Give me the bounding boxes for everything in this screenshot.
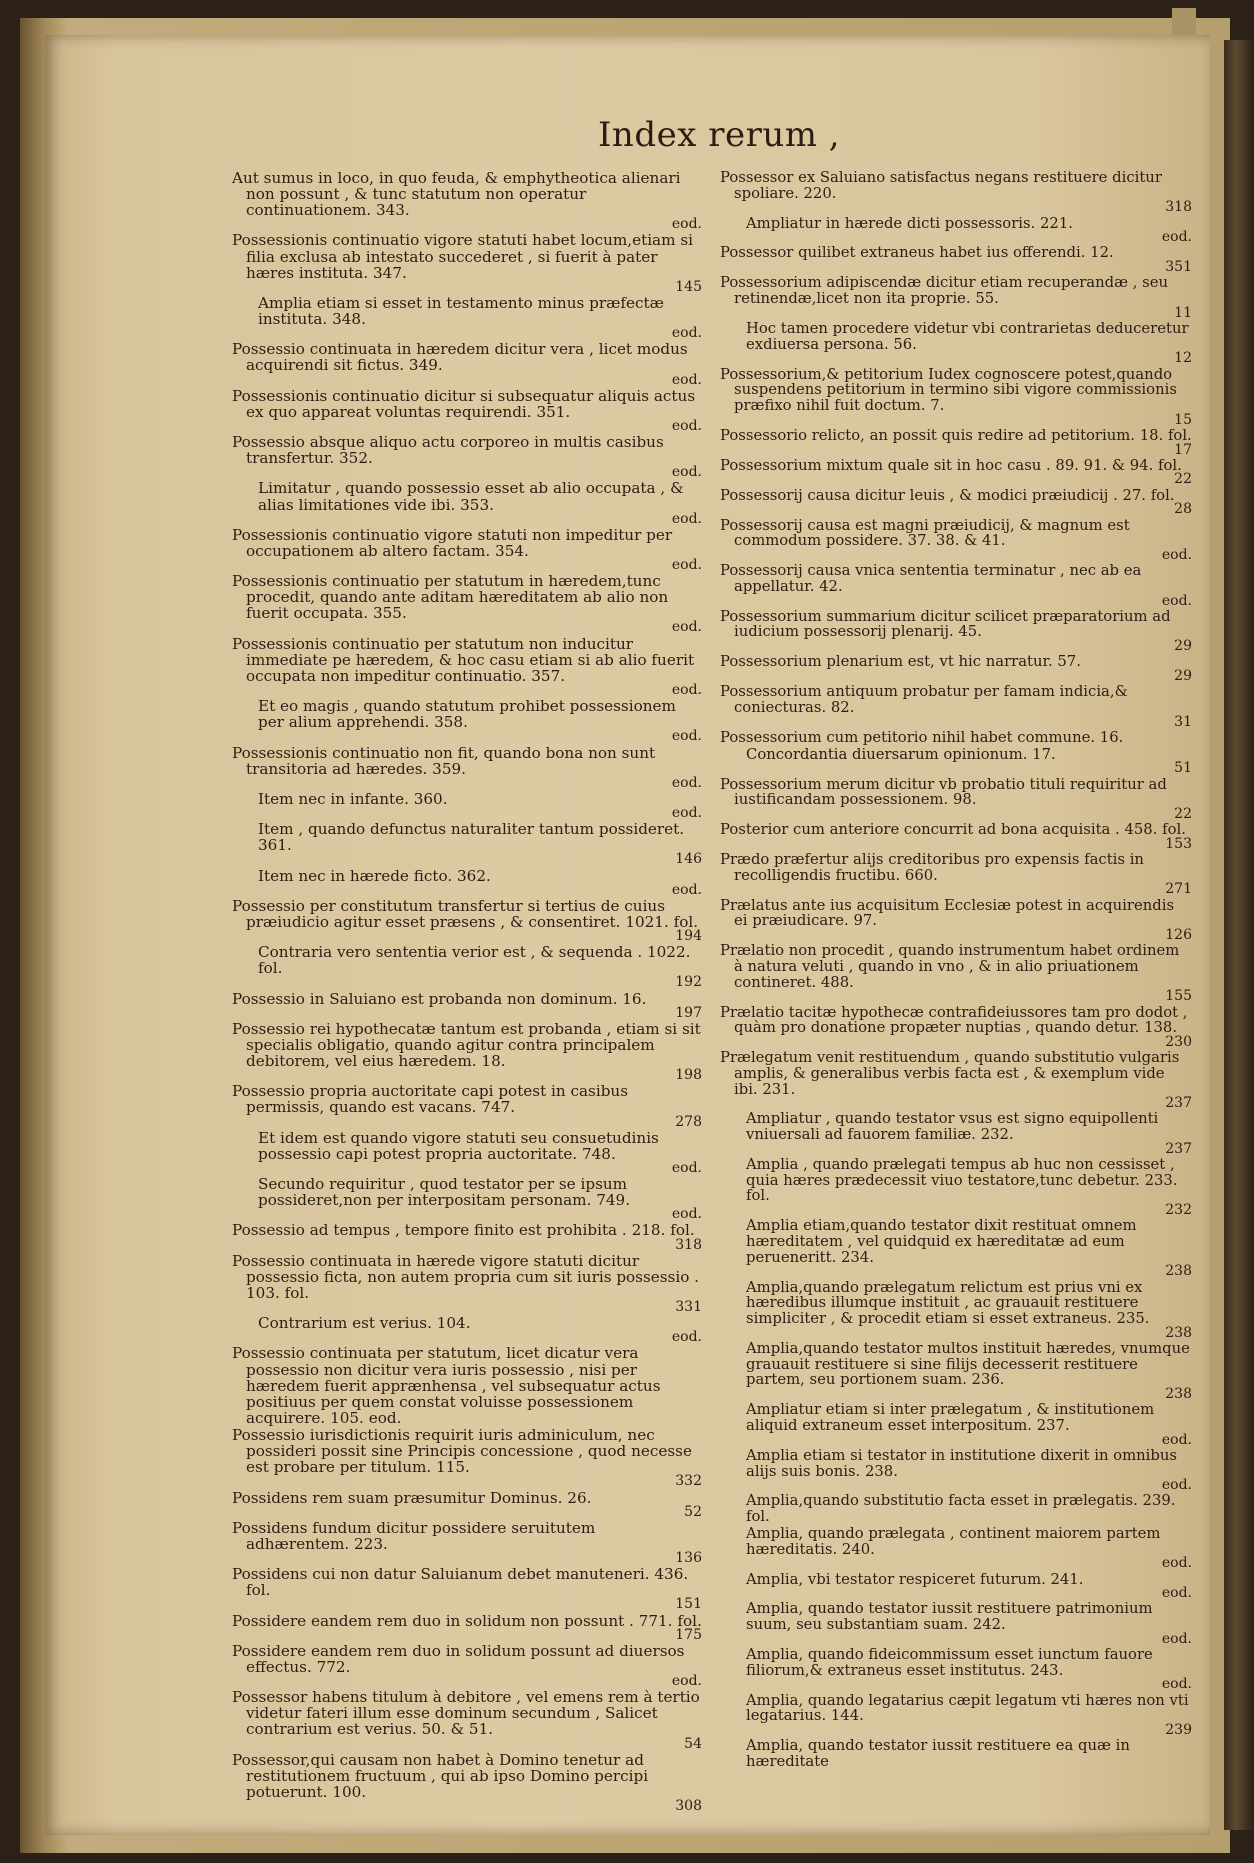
index-entry [232,1253,702,1314]
index-entry [746,1493,1192,1524]
entry-page-ref: 238 [1165,1324,1192,1341]
entry-text: Possessio continuata per statutum, licet dicatur vera possessio non dicitur vera iuris possessio , nisi per hæredem fuerit apprænhensa , vel subsequatur actus positiuus per quem constat voluisse possessionem acquirere. 105. eod. [232,1344,661,1427]
entry-page-ref: 51 [1174,760,1192,777]
entry-text: Contraria vero sententia verior est , & sequenda . 1022. fol. [258,943,691,978]
entry-page-ref: eod. [671,681,702,698]
entry-text: Possessor,qui causam non habet à Domino tenetur ad restitutionem fructuum , qui ab ipso Domino percipi potuerunt. 100. [232,1750,649,1801]
entry-text: Prælatio non procedit , quando instrumentum habet ordinem à natura veluti , quando in vno , & in alio priuationem contineret. 488. [720,942,1180,991]
entry-page-ref: eod. [1161,592,1192,609]
index-entry [720,777,1192,821]
entry-page-ref: eod. [671,510,702,527]
index-entry [720,245,1192,274]
entry-text: Item , quando defunctus naturaliter tantum possideret. 361. [258,820,685,855]
entry-page-ref: 175 [675,1626,702,1643]
entry-text: Possessorium cum petitorio nihil habet commune. 16. [720,728,1124,746]
entry-page-ref: 145 [675,278,702,295]
index-entry [720,563,1192,607]
entry-text: Possessio in Saluiano est probanda non dominum. 16. [232,989,647,1008]
entry-text: Possessorium mixtum quale sit in hoc casu . 89. 91. & 94. fol. [720,456,1182,474]
index-entry [746,1111,1192,1155]
index-entry [720,428,1192,457]
entry-text: Possessio per constitutum transfertur si tertius de cuius præiudicio agitur esset præsens , & consentiret. 1021. fol. [232,896,699,931]
index-entry [720,367,1192,427]
entry-page-ref: eod. [671,881,702,898]
index-entry [232,341,702,386]
entry-text: Possessionis continuatio dicitur si subsequatur aliquis actus ex quo appareat voluntas requirendi. 351. [232,386,696,421]
index-entry [232,434,702,479]
entry-page-ref: eod. [1161,1555,1192,1572]
page-title: Index rerum , [598,115,841,155]
index-entry [720,898,1192,942]
entry-text: Possessionis continuatio non fit, quando bona non sunt transitoria ad hæredes. 359. [232,743,656,778]
index-entry [258,868,702,897]
index-entry [258,821,702,866]
entry-text: Possessor ex Saluiano satisfactus negans restituere dicitur spoliare. 220. [720,169,1162,202]
entry-text: Possessionis continuatio vigore statuti habet locum,etiam si filia exclusa ab intestato succederet , si fuerit à pater hæres instituta. 347. [232,231,693,282]
entry-text: Possidere eandem rem duo in solidum possunt ad diuersos effectus. 772. [232,1641,685,1676]
index-entry [258,1176,702,1221]
entry-page-ref: eod. [1161,229,1192,246]
entry-page-ref: eod. [671,1206,702,1223]
entry-page-ref: 332 [675,1473,702,1490]
index-entry [720,275,1192,319]
entry-text: Secundo requiritur , quod testator per se ipsum possideret,non per interpositam personam. 749. [258,1175,631,1210]
index-entry [720,822,1192,851]
index-entry [746,1647,1192,1691]
entry-text: Et idem est quando vigore statuti seu consuetudinis possessio capi potest propria auctoritate. 748. [258,1128,659,1163]
entry-text: Possessorium summarium dicitur scilicet præparatorium ad iudicium possessorij plenarij. 45. [720,607,1171,641]
entry-page-ref: eod. [1161,1431,1192,1448]
entry-text: Hoc tamen procedere videtur vbi contrarietas deduceretur exdiuersa persona. 56. [746,319,1189,353]
entry-text: Limitatur , quando possessio esset ab alio occupata , & alias limitationes vide ibi. 353. [258,479,684,514]
entry-page-ref: eod. [671,325,702,342]
entry-text: Possessorium adipiscendæ dicitur etiam recuperandæ , seu retinendæ,licet non ita proprie. 55. [720,274,1168,308]
index-entry [232,1083,702,1128]
index-entry [258,295,702,340]
index-entry [720,1050,1192,1110]
entry-page-ref: 318 [1165,199,1192,216]
entry-page-ref: eod. [671,619,702,636]
index-entry [746,747,1192,776]
index-entry [720,458,1192,487]
entry-page-ref: 155 [1165,988,1192,1005]
entry-text: Amplia, quando legatarius cæpit legatum vti hæres non vti legatarius. 144. [746,1691,1189,1725]
index-entry [746,1402,1192,1446]
index-entry [746,1280,1192,1340]
entry-page-ref: 31 [1174,713,1192,730]
entry-page-ref: eod. [671,1159,702,1176]
index-entry [232,1752,702,1813]
entry-text: Possessio continuata in hærede vigore statuti dicitur possessio ficta, non autem propria cum sit iuris possessio . 103. fol. [232,1251,700,1302]
index-entry [746,1693,1192,1737]
index-entry [746,1572,1192,1601]
entry-text: Prælatio tacitæ hypothecæ contrafideiussores tam pro dodot , quàm pro donatione propæter nuptias , quando detur. 138. [720,1003,1188,1037]
index-entry [232,636,702,697]
entry-text: Possessorium plenarium est, vt hic narratur. 57. [720,653,1081,671]
entry-page-ref: 197 [675,1004,702,1021]
entry-page-ref: 232 [1165,1202,1192,1219]
entry-page-ref: eod. [671,1673,702,1690]
entry-text: Possessorio relicto, an possit quis redire ad petitorium. 18. fol. [720,426,1192,444]
entry-page-ref: eod. [671,804,702,821]
entry-text: Contrarium est verius. 104. [258,1314,471,1333]
index-entry [232,1520,702,1565]
left-column [232,170,702,1814]
entry-page-ref: 11 [1174,304,1192,321]
entry-page-ref: eod. [671,417,702,434]
index-entry [746,1738,1192,1769]
entry-page-ref: 331 [675,1299,702,1315]
index-entry [232,1643,702,1688]
entry-page-ref: eod. [671,1329,702,1346]
index-entry [258,791,702,820]
entry-text: Amplia,quando substitutio facta esset in prælegatis. 239. fol. [746,1492,1176,1526]
index-entry [232,232,702,293]
index-entry [232,1021,702,1082]
entry-page-ref: eod. [671,774,702,791]
entry-page-ref: 308 [675,1798,702,1815]
index-entry [720,1005,1192,1049]
index-entry [258,480,702,525]
index-entry [720,609,1192,653]
entry-text: Amplia, quando testator iussit restituere ea quæ in hæreditate [746,1737,1130,1770]
index-entry [232,1566,702,1611]
entry-text: Amplia etiam,quando testator dixit restituat omnem hæreditatem , vel quidquid ex hæreditatæ ad eum perueneritt. 234. [746,1217,1137,1266]
index-entry [232,573,702,634]
entry-page-ref: 22 [1174,805,1192,822]
entry-text: Possessio rei hypothecatæ tantum est probanda , etiam si sit specialis obligatio, quando agitur contra principalem debitorem, vel eius hæredem. 18. [232,1019,701,1071]
index-entry [746,1526,1192,1570]
entry-text: Possessorij causa vnica sententia terminatur , nec ab ea appellatur. 42. [720,562,1142,595]
entry-text: Possidens rem suam præsumitur Dominus. 26. [232,1488,592,1507]
entry-page-ref: 12 [1174,350,1192,367]
entry-page-ref: 351 [1165,259,1192,276]
index-entry [232,1345,702,1425]
entry-text: Aut sumus in loco, in quo feuda, & emphytheotica alienari non possunt , & tunc statutum non operatur continuationem. 343. [232,169,681,220]
index-entry [720,943,1192,1003]
entry-text: Ampliatur , quando testator vsus est signo equipollenti vniuersali ad fauorem familiæ. 232. [746,1110,1159,1144]
entry-text: Item nec in infante. 360. [258,789,448,808]
entry-page-ref: 271 [1165,881,1192,898]
entry-page-ref: 230 [1165,1033,1192,1050]
index-entry [720,730,1192,746]
index-entry [720,518,1192,562]
index-entry [258,944,702,989]
entry-text: Possessio ad tempus , tempore finito est prohibita . 218. fol. [232,1221,695,1240]
entry-page-ref: 126 [1165,927,1192,944]
entry-text: Prælatus ante ius acquisitum Ecclesiæ potest in acquirendis ei præiudicare. 97. [720,896,1175,930]
index-entry [232,1490,702,1519]
entry-text: Possessor habens titulum à debitore , vel emens rem à tertio videtur fateri illum esse dominum secundum , Salicet contrarium est verius. 50. & 51. [232,1688,700,1739]
entry-text: Possessorium merum dicitur vb probatio tituli requiritur ad iustificandam possessionem. 98. [720,775,1167,809]
index-entry [232,388,702,433]
entry-page-ref: 238 [1165,1263,1192,1280]
entry-text: Amplia etiam si testator in institutione dixerit in omnibus alijs suis bonis. 238. [746,1446,1177,1480]
entry-text: Amplia , quando prælegati tempus ab huc non cessisset , quia hæres prædecessit viuo testatore,tunc debetur. 233. fol. [746,1156,1178,1205]
entry-page-ref: eod. [671,728,702,745]
entry-page-ref: eod. [671,216,702,233]
entry-text: Amplia, quando prælegata , continent maiorem partem hæreditatis. 240. [746,1525,1161,1558]
entry-page-ref: 151 [675,1596,702,1613]
entry-text: Possessio propria auctoritate capi potest in casibus permissis, quando est vacans. 747. [232,1082,628,1117]
index-entry [720,654,1192,683]
entry-text: Possidens fundum dicitur possidere seruitutem adhærentem. 223. [232,1518,596,1553]
entry-text: Amplia, quando fideicommissum esset iunctum fauore filiorum,& extraneus esset institutus. 243. [746,1646,1153,1679]
entry-text: Possessionis continuatio per statutum in hæredem,tunc procedit, quando ante aditam hæreditatem ab alio non fuerit occupata. 355. [232,572,669,623]
index-entry [746,1601,1192,1645]
entry-page-ref: 194 [675,928,702,944]
entry-text: Possessio iurisdictionis requirit iuris adminiculum, nec possideri possit sine Principis concessione , quod necesse est probare per titulum. 115. [232,1426,692,1477]
entry-text: Possessio continuata in hæredem dicitur vera , licet modus acquirendi sit fictus. 349. [232,340,688,375]
entry-text: Ampliatur in hærede dicti possessoris. 221. [746,214,1073,232]
entry-page-ref: eod. [1161,1676,1192,1693]
entry-text: Amplia, vbi testator respiceret futurum. 241. [746,1570,1084,1588]
index-entry [232,745,702,790]
entry-page-ref: 52 [684,1503,702,1520]
entry-page-ref: 54 [684,1735,702,1752]
entry-page-ref: 153 [1165,835,1192,852]
index-entry [232,527,702,572]
index-entry [232,170,702,231]
entry-text: Ampliatur etiam si inter prælegatum , & institutionem aliquid extraneum esset interpositum. 237. [746,1401,1155,1434]
entry-text: Possidere eandem rem duo in solidum non possunt . 771. fol. [232,1611,702,1630]
index-entry [232,991,702,1020]
index-entry [746,216,1192,245]
book-edge [1224,40,1254,1830]
entry-page-ref: eod. [1161,1630,1192,1647]
entry-text: Possessorium antiquum probatur per famam indicia,& coniecturas. 82. [720,683,1128,716]
right-column [720,170,1192,1771]
entry-page-ref: eod. [671,371,702,388]
entry-text: Possessorium,& petitorium Iudex cognoscere potest,quando suspendens petitorium in termino sibi vigore commissionis præfixo nihil fuit doctum. 7. [720,365,1177,414]
entry-page-ref: eod. [671,557,702,573]
index-entry [720,684,1192,728]
entry-page-ref: 278 [675,1113,702,1130]
entry-page-ref: 318 [675,1236,702,1253]
entry-text: Item nec in hærede ficto. 362. [258,866,491,885]
entry-text: Concordantia diuersarum opinionum. 17. [746,745,1056,763]
index-entry [746,321,1192,365]
entry-page-ref: 22 [1174,471,1192,488]
entry-page-ref: 237 [1165,1140,1192,1157]
entry-page-ref: 198 [675,1067,702,1084]
entry-text: Amplia, quando testator iussit restituere patrimonium suum, seu substantiam suam. 242. [746,1600,1153,1634]
entry-page-ref: 17 [1174,441,1192,458]
index-entry [232,1613,702,1642]
entry-text: Prædo præfertur alijs creditoribus pro expensis factis in recolligendis fructibu. 660. [720,851,1144,884]
entry-text: Possessorij causa est magni præiudicij, & magnum est commodum possidere. 37. 38. & 41. [720,516,1130,550]
index-entry [746,1157,1192,1217]
entry-page-ref: 239 [1165,1722,1192,1739]
entry-text: Amplia,quando prælegatum relictum est prius vni ex hæredibus illumque instituit , ac grauauit restituere simpliciter , & procedit etiam si esset extraneus. 235. [746,1278,1150,1328]
entry-text: Posterior cum anteriore concurrit ad bona acquisita . 458. fol. [720,821,1186,839]
entry-text: Amplia,quando testator multos instituit hæredes, vnumque grauauit restituere si sine filijs decesserit restituere partem, seu portionem suam. 236. [746,1339,1190,1389]
entry-text: Possessionis continuatio vigore statuti non impeditur per occupationem ab altero factam. 354. [232,525,673,560]
entry-text: Possessio absque aliquo actu corporeo in multis casibus transfertur. 352. [232,433,664,468]
index-entry [232,1427,702,1488]
entry-text: Possessionis continuatio per statutum non inducitur immediate pe hæredem, & hoc casu etiam si ab alio fuerit occupata non impeditur continuatio. 357. [232,634,695,685]
entry-text: Possessorij causa dicitur leuis , & modici præiudicij . 27. fol. [720,486,1175,504]
index-entry [232,1222,702,1251]
entry-text: Amplia etiam si esset in testamento minus præfectæ instituta. 348. [258,293,664,329]
index-entry [258,1315,702,1344]
entry-page-ref: 237 [1165,1095,1192,1112]
entry-text: Possessor quilibet extraneus habet ius offerendi. 12. [720,244,1114,262]
index-entry [720,488,1192,517]
page-tab [1172,8,1196,38]
entry-page-ref: 29 [1174,638,1192,655]
index-entry [720,852,1192,896]
entry-page-ref: 29 [1174,668,1192,685]
entry-page-ref: 136 [675,1550,702,1567]
index-entry [746,1341,1192,1401]
entry-page-ref: 15 [1174,411,1192,428]
entry-text: Et eo magis , quando statutum prohibet possessionem per alium apprehendi. 358. [258,697,676,732]
entry-page-ref: eod. [1161,546,1192,563]
entry-page-ref: 28 [1174,501,1192,518]
entry-text: Possidens cui non datur Saluianum debet manuteneri. 436. fol. [232,1565,689,1600]
index-entry [720,170,1192,214]
index-entry [232,898,702,943]
entry-text: Prælegatum venit restituendum , quando substitutio vulgaris amplis, & generalibus verbis facta est , & exemplum vide ibi. 231. [720,1049,1180,1098]
index-entry [258,698,702,743]
entry-page-ref: eod. [1161,1585,1192,1602]
index-entry [232,1689,702,1750]
entry-page-ref: eod. [1161,1477,1192,1494]
entry-page-ref: eod. [671,464,702,481]
index-entry [258,1130,702,1175]
entry-page-ref: 238 [1165,1386,1192,1403]
index-entry [746,1448,1192,1492]
entry-page-ref: 192 [675,974,702,991]
entry-page-ref: 146 [675,851,702,868]
index-entry [746,1218,1192,1278]
